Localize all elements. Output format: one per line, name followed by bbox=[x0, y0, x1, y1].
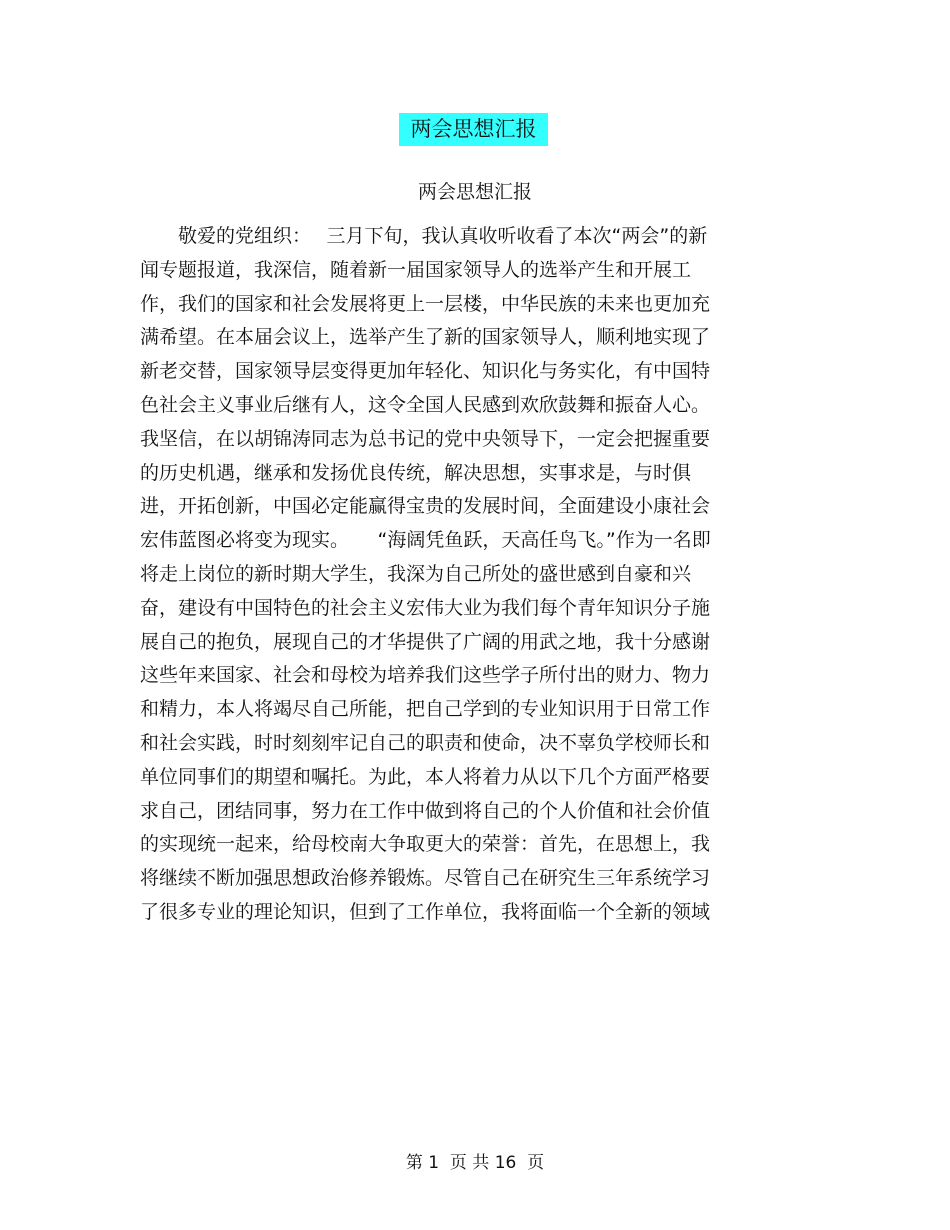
body-text bbox=[140, 220, 790, 930]
body-line: 展自己的抱负，展现自己的才华提供了广阔的用武之地，我十分感谢 bbox=[140, 630, 711, 653]
body-line: 将继续不断加强思想政治修养锻炼。尽管自己在研究生三年系统学习 bbox=[140, 867, 711, 890]
body-line: 的实现统一起来，给母校南大争取更大的荣誉：首先，在思想上，我 bbox=[140, 833, 711, 856]
body-line: 我坚信，在以胡锦涛同志为总书记的党中央领导下，一定会把握重要 bbox=[140, 427, 711, 450]
body-line: 这些年来国家、社会和母校为培养我们这些学子所付出的财力、物力 bbox=[140, 664, 711, 687]
body-line: 闻专题报道，我深信，随着新一届国家领导人的选举产生和开展工 bbox=[140, 258, 692, 281]
body-line: 宏伟蓝图必将变为现实。 “海阔凭鱼跃，天高任鸟飞。”作为一名即 bbox=[140, 529, 711, 552]
document-title: 两会思想汇报 bbox=[410, 117, 537, 141]
body-line: 和社会实践，时时刻刻牢记自己的职责和使命，决不辜负学校师长和 bbox=[140, 731, 711, 754]
body-line: 敬爱的党组织： 三月下旬，我认真收听收看了本次“两会”的新 bbox=[140, 225, 708, 247]
body-line: 求自己，团结同事，努力在工作中做到将自己的个人价值和社会价值 bbox=[140, 799, 711, 822]
body-line: 单位同事们的期望和嘱托。为此，本人将着力从以下几个方面严格要 bbox=[140, 765, 711, 788]
body-line: 和精力，本人将竭尽自己所能，把自己学到的专业知识用于日常工作 bbox=[140, 698, 711, 721]
body-line: 的历史机遇，继承和发扬优良传统，解决思想，实事求是，与时俱 bbox=[140, 461, 692, 484]
page-number-footer: 第 1 页 共 16 页 bbox=[405, 1153, 545, 1173]
body-line: 新老交替，国家领导层变得更加年轻化、知识化与务实化，有中国特 bbox=[140, 360, 711, 383]
body-line: 将走上岗位的新时期大学生，我深为自己所处的盛世感到自豪和兴 bbox=[140, 562, 692, 585]
body-line: 满希望。在本届会议上，选举产生了新的国家领导人，顺利地实现了 bbox=[140, 326, 711, 349]
body-line: 奋，建设有中国特色的社会主义宏伟大业为我们每个青年知识分子施 bbox=[140, 596, 711, 619]
body-line: 进，开拓创新，中国必定能赢得宝贵的发展时间，全面建设小康社会 bbox=[140, 495, 711, 518]
document-subtitle: 两会思想汇报 bbox=[417, 181, 532, 203]
body-line: 了很多专业的理论知识，但到了工作单位，我将面临一个全新的领域 bbox=[140, 900, 711, 923]
body-line: 色社会主义事业后继有人，这令全国人民感到欢欣鼓舞和振奋人心。 bbox=[140, 393, 711, 416]
body-line: 作，我们的国家和社会发展将更上一层楼，中华民族的未来也更加充 bbox=[140, 292, 711, 315]
